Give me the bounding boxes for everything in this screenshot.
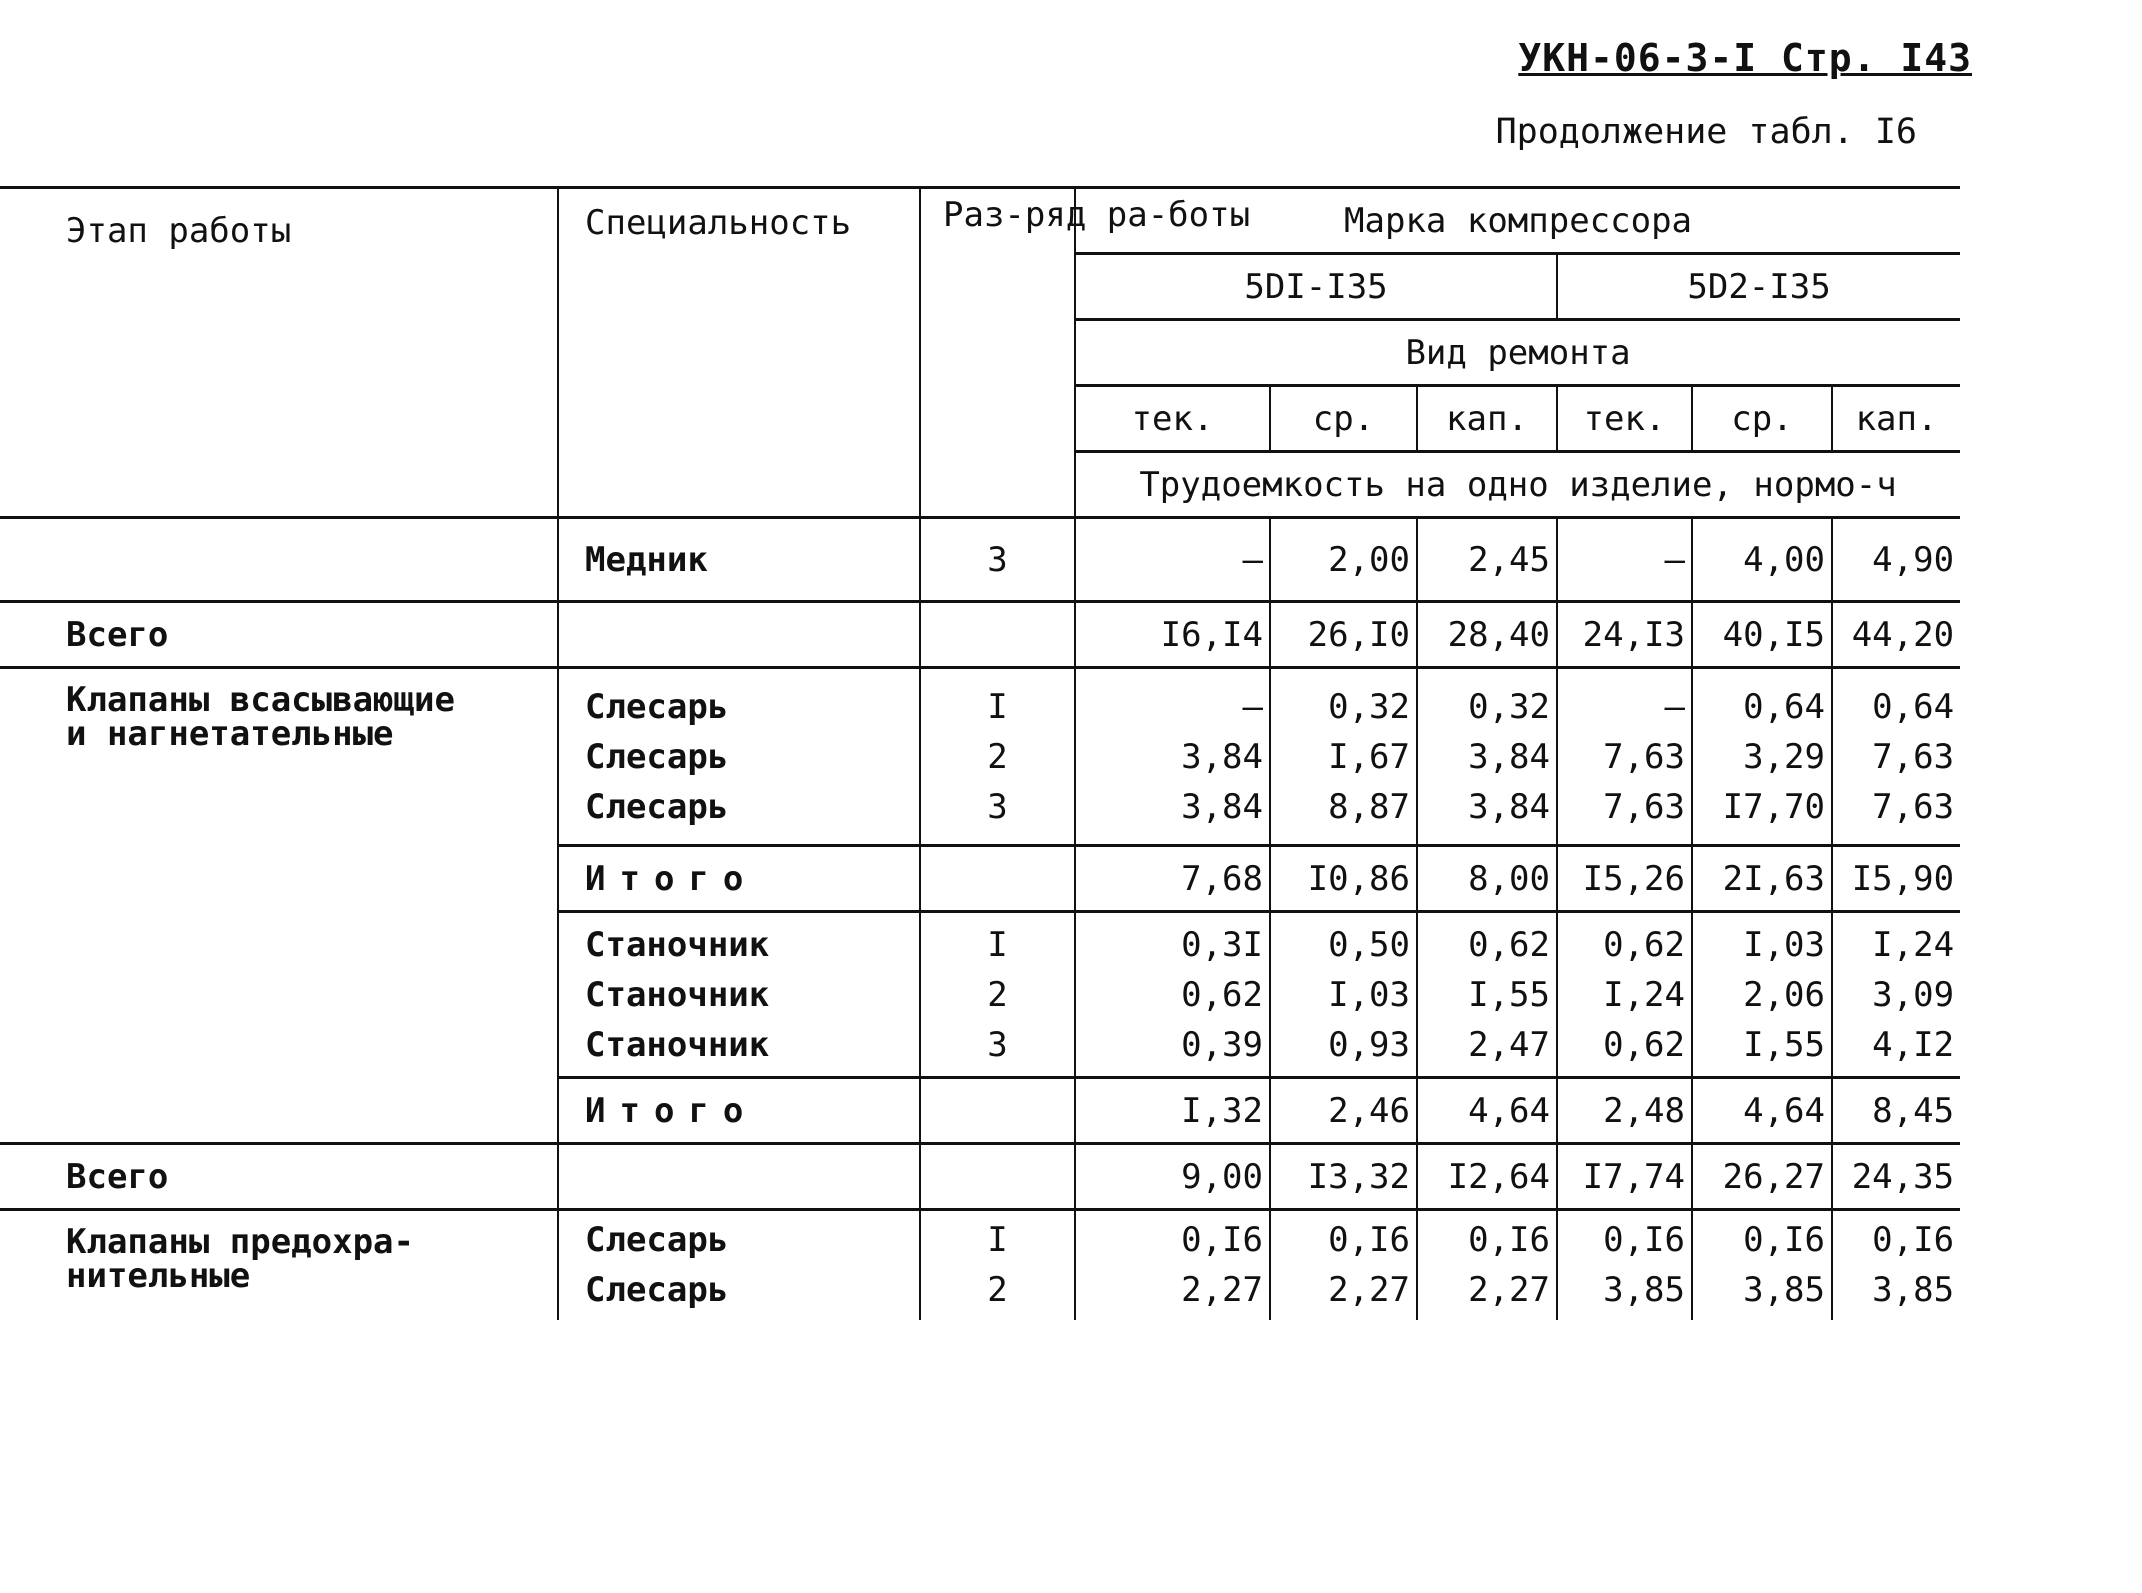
header-model-2: 5D2-I35: [1557, 254, 1960, 320]
grade-cell: 3: [920, 518, 1075, 602]
value-cell: I0,86: [1270, 846, 1417, 912]
value-cell: 0,50 I,03 0,93: [1270, 912, 1417, 1078]
value-cell: 4,64: [1692, 1078, 1832, 1144]
table-row: [0, 602, 1960, 668]
stage-cell: Всего: [0, 602, 558, 668]
specialty-cell: [558, 602, 920, 668]
grade-cell: I 2 3: [920, 912, 1075, 1078]
value-cell: 9,00: [1075, 1144, 1270, 1210]
header-compressor-brand: Марка компрессора: [1075, 188, 1960, 254]
table-row: [0, 518, 1960, 602]
value-cell: 0,64 3,29 I7,70: [1692, 668, 1832, 846]
specialty-cell: [558, 1144, 920, 1210]
header-specialty: Специальность: [558, 188, 920, 518]
stage-cell: Всего: [0, 1144, 558, 1210]
header-col-tek-1: тек.: [1075, 386, 1270, 452]
labor-table: [0, 186, 1960, 1320]
grade-cell: I 2: [920, 1210, 1075, 1320]
value-cell: 40,I5: [1692, 602, 1832, 668]
value-cell: 0,32 3,84 3,84: [1417, 668, 1557, 846]
stage-cell: Клапаны предохра- нительные: [0, 1210, 558, 1320]
value-cell: 2,46: [1270, 1078, 1417, 1144]
header-col-sr-1: ср.: [1270, 386, 1417, 452]
value-cell: I,32: [1075, 1078, 1270, 1144]
value-cell: 0,62 I,24 0,62: [1557, 912, 1692, 1078]
stage-cell: Клапаны всасывающие и нагнетательные: [0, 668, 558, 1144]
grade-cell: I 2 3: [920, 668, 1075, 846]
specialty-cell: Итого: [558, 846, 920, 912]
value-cell: I6,I4: [1075, 602, 1270, 668]
value-cell: 26,27: [1692, 1144, 1832, 1210]
grade-cell: [920, 846, 1075, 912]
header-col-kap-2: кап.: [1832, 386, 1960, 452]
specialty-cell: Слесарь Слесарь: [558, 1210, 920, 1320]
value-cell: 0,62 I,55 2,47: [1417, 912, 1557, 1078]
value-cell: 2,48: [1557, 1078, 1692, 1144]
value-cell: 4,90: [1832, 518, 1960, 602]
value-cell: 28,40: [1417, 602, 1557, 668]
value-cell: 44,20: [1832, 602, 1960, 668]
header-col-kap-1: кап.: [1417, 386, 1557, 452]
specialty-cell: Медник: [558, 518, 920, 602]
value-cell: 0,3I 0,62 0,39: [1075, 912, 1270, 1078]
value-cell: I7,74: [1557, 1144, 1692, 1210]
grade-cell: [920, 1078, 1075, 1144]
value-cell: 2I,63: [1692, 846, 1832, 912]
value-cell: 0,I6 2,27: [1270, 1210, 1417, 1320]
value-cell: 8,45: [1832, 1078, 1960, 1144]
value-cell: 0,32 I,67 8,87: [1270, 668, 1417, 846]
value-cell: 24,35: [1832, 1144, 1960, 1210]
header-model-1: 5DI-I35: [1075, 254, 1557, 320]
stage-cell: [0, 518, 558, 602]
header-col-tek-2: тек.: [1557, 386, 1692, 452]
value-cell: –: [1557, 518, 1692, 602]
table-continuation-label: Продолжение табл. I6: [1495, 112, 1917, 152]
specialty-cell: Станочник Станочник Станочник: [558, 912, 920, 1078]
table-row: [0, 1144, 1960, 1210]
specialty-cell: Итого: [558, 1078, 920, 1144]
value-cell: –: [1075, 518, 1270, 602]
value-cell: 2,00: [1270, 518, 1417, 602]
value-cell: 0,I6 2,27: [1075, 1210, 1270, 1320]
value-cell: 4,00: [1692, 518, 1832, 602]
header-repair-type: Вид ремонта: [1075, 320, 1960, 386]
value-cell: 24,I3: [1557, 602, 1692, 668]
grade-cell: [920, 602, 1075, 668]
value-cell: I,03 2,06 I,55: [1692, 912, 1832, 1078]
value-cell: 7,68: [1075, 846, 1270, 912]
value-cell: I3,32: [1270, 1144, 1417, 1210]
value-cell: – 3,84 3,84: [1075, 668, 1270, 846]
value-cell: I5,26: [1557, 846, 1692, 912]
value-cell: 0,I6 3,85: [1832, 1210, 1960, 1320]
header-grade: Раз-ряд ра-боты: [920, 188, 1075, 518]
header-stage: Этап работы: [0, 188, 558, 518]
value-cell: I2,64: [1417, 1144, 1557, 1210]
page-code: УКН-06-3-I Стр. I43: [1518, 36, 1972, 80]
value-cell: 4,64: [1417, 1078, 1557, 1144]
table-row: [0, 1210, 1960, 1320]
value-cell: I,24 3,09 4,I2: [1832, 912, 1960, 1078]
header-col-sr-2: ср.: [1692, 386, 1832, 452]
value-cell: 0,I6 3,85: [1557, 1210, 1692, 1320]
value-cell: 2,45: [1417, 518, 1557, 602]
specialty-cell: Слесарь Слесарь Слесарь: [558, 668, 920, 846]
value-cell: 8,00: [1417, 846, 1557, 912]
grade-cell: [920, 1144, 1075, 1210]
value-cell: I5,90: [1832, 846, 1960, 912]
value-cell: – 7,63 7,63: [1557, 668, 1692, 846]
table-row: [0, 668, 1960, 846]
value-cell: 0,I6 3,85: [1692, 1210, 1832, 1320]
value-cell: 0,64 7,63 7,63: [1832, 668, 1960, 846]
value-cell: 26,I0: [1270, 602, 1417, 668]
value-cell: 0,I6 2,27: [1417, 1210, 1557, 1320]
header-labor: Трудоемкость на одно изделие, нормо-ч: [1075, 452, 1960, 518]
